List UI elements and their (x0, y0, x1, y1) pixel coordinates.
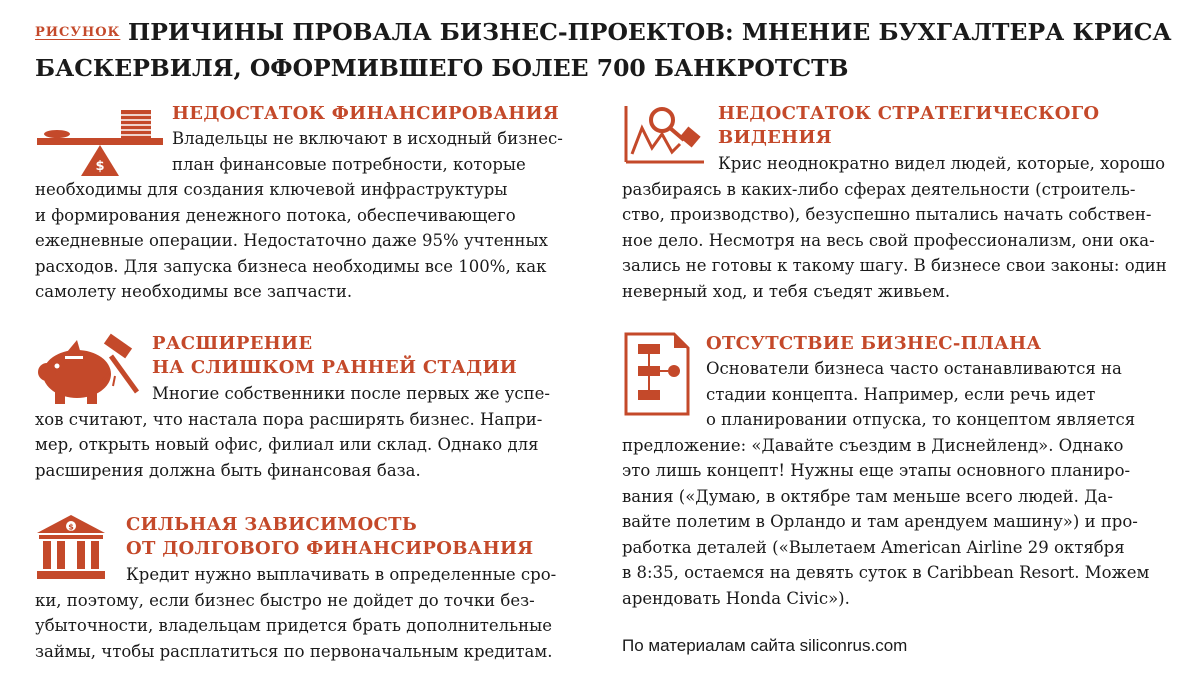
section-body: Многие собственники после первых же успе- хов считают, что настала пора расширять бизнес. Напри- мер, открыть новый офис, филиал или склад. Однако для расширения должна быть финансовая база. (35, 384, 550, 480)
section-heading: НЕДОСТАТОК ФИНАНСИРОВАНИЯ (172, 103, 560, 124)
figure-label: РИСУНОК (35, 25, 121, 40)
section-heading: ОТСУТСТВИЕ БИЗНЕС-ПЛАНА (706, 333, 1042, 354)
section-body: Кредит нужно выплачивать в определенные сро- ки, поэтому, если бизнес быстро не дойдет до точки без- убыточности, владельцам придется брать дополнительные займы, чтобы расплатиться по первоначальным кредитам. (35, 565, 557, 661)
svg-text:$: $ (68, 522, 74, 532)
section-body: Крис неоднократно видел людей, которые, хорошо разбираясь в каких-либо сферах деятельности (строитель- ство, производство), безуспешно пытались начать собствен- ное дело. Несмотря на весь свой профессионализм, они ока- зались не готовы к такому шагу. В бизнесе свои законы: один неверный ход, и тебя съедят живьем. (622, 154, 1167, 301)
section-heading: РАСШИРЕНИЕ НА СЛИШКОМ РАННЕЙ СТАДИИ (152, 333, 518, 378)
page-title: ПРИЧИНЫ ПРОВАЛА БИЗНЕС-ПРОЕКТОВ: МНЕНИЕ БУХГАЛТЕРА КРИСА БАСКЕРВИЛЯ, ОФОРМИВШЕГО БОЛЕЕ 700 БАНКРОТСТВ (35, 18, 1172, 82)
svg-text:$: $ (95, 159, 105, 174)
source-credit: По материалам сайта siliconrus.com (622, 636, 908, 655)
section-body: Основатели бизнеса часто останавливаются на стадии концепта. Например, если речь идет о планировании отпуска, то концептом является предложение: «Давайте съездим в Диснейленд». Однако это лишь концепт! Нужны еще этапы основного планиро- вания («Думаю, в октябре там меньше всего людей. Да- вайте полетим в Орландо и там арендуем машину») и про- работка деталей («Вылетаем American Airline 29 октября в 8:35, остаемся на девять суток в Caribbean Resort. Можем арендовать Honda Civic»). (622, 359, 1150, 608)
section-heading: СИЛЬНАЯ ЗАВИСИМОСТЬ ОТ ДОЛГОВОГО ФИНАНСИРОВАНИЯ (126, 514, 534, 559)
section-heading: НЕДОСТАТОК СТРАТЕГИЧЕСКОГО ВИДЕНИЯ (718, 103, 1100, 148)
section-body: Владельцы не включают в исходный бизнес- план финансовые потребности, которые необходимы для создания ключевой инфраструктуры и формирования денежного потока, обеспечивающего ежедневные операции. Недостаточно даже 95% учтенных расходов. Для запуска бизнеса необходимы все 100%, как самолету необходимы все запчасти. (35, 129, 563, 301)
